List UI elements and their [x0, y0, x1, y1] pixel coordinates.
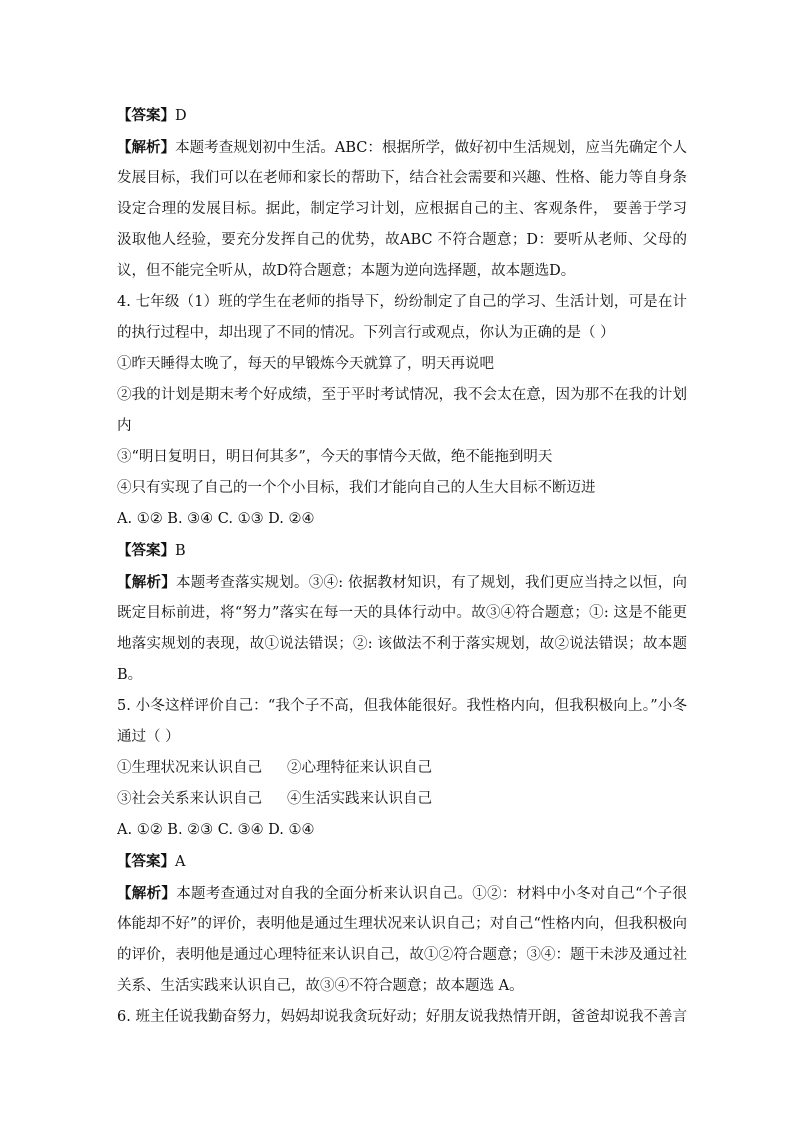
analysis-line [117, 163, 687, 194]
question-line: 5. 小冬这样评价自己：“我个子不高，但我体能很好。我性格内向，但我积极向上。”小冬 [117, 698, 687, 714]
analysis-text: 体能却不好”的评价，表明他是通过生理状况来认识自己；对自己“性格内向，但我积极向 [117, 916, 687, 932]
analysis-text: 本题考查规划初中生活。ABC：根据所学，做好初中生活规划，应当先确定个人 [175, 140, 687, 156]
analysis-line [117, 598, 687, 629]
question-line: 6. 班主任说我勤奋努力，妈妈却说我贪玩好动；好朋友说我热情开朗，爸爸却说我不善言 [117, 1009, 687, 1025]
option-line: ②我的计划是期末考个好成绩，至于平时考试情况，我不会太在意，因为那不在我的计划 [117, 387, 687, 403]
analysis-line [117, 194, 687, 225]
analysis-text: 关系、生活实践来认识自己，故③④不符合题意；故本题选 A。 [117, 978, 524, 994]
answer-value: D [175, 108, 187, 124]
answer-line [117, 535, 687, 567]
option-pair [117, 784, 687, 815]
answer-line [117, 100, 687, 132]
analysis-line [117, 567, 687, 598]
answer-tag: 【答案】 [117, 107, 175, 124]
document-body [117, 100, 687, 1033]
analysis-tag: 【解析】 [117, 139, 176, 156]
option-line: ③“明日复明日，明日何其多”，今天的事情今天做，绝不能拖到明天 [117, 449, 553, 465]
question-line: 4. 七年级（1）班的学生在老师的指导下，纷纷制定了自己的学习、生活计划，可是在计 [117, 294, 687, 310]
analysis-tag: 【解析】 [117, 885, 177, 902]
analysis-text: 汲取他人经验，要充分发挥自己的优势，故ABC 不符合题意；D：要听从老师、父母的 [117, 232, 687, 248]
analysis-text: 地落实规划的表现，故①说法错误；②: 该做法不利于落实规划，故②说法错误；故本题 [117, 636, 687, 652]
option-line: ①昨天睡得太晚了，每天的早锻炼今天就算了，明天再说吧 [117, 356, 494, 372]
analysis-text: 本题考查通过对自我的全面分析来认识自己。①②：材料中小冬对自己“个子很 [176, 886, 687, 902]
analysis-line [117, 660, 687, 691]
analysis-tag: 【解析】 [117, 574, 176, 591]
analysis-text: 的评价，表明他是通过心理特征来认识自己，故①②符合题意；③④：题干未涉及通过社 [117, 947, 687, 963]
analysis-line [117, 878, 687, 909]
analysis-line [117, 132, 687, 163]
answer-tag: 【答案】 [117, 853, 175, 870]
analysis-text: 既定目标前进，将“努力”落实在每一天的具体行动中。故③④符合题意；①: 这是不能更 [117, 605, 687, 621]
analysis-text: 发展目标，我们可以在老师和家长的帮助下，结合社会需要和兴趣、性格、能力等自身条 [117, 170, 687, 186]
question-line: 通过（ ） [117, 729, 180, 745]
option-item: ③社会关系来认识自己 [117, 791, 262, 807]
question-line: 的执行过程中，却出现了不同的情况。下列言行或观点，你认为正确的是（ ） [117, 325, 615, 341]
analysis-text: 议，但不能完全听从，故D符合题意；本题为逆向选择题，故本题选D。 [117, 263, 576, 279]
analysis-line [117, 940, 687, 971]
option-item: ②心理特征来认识自己 [287, 760, 432, 776]
answer-value: A [175, 854, 186, 870]
analysis-text: B。 [117, 667, 143, 683]
analysis-text: 设定合理的发展目标。据此，制定学习计划，应根据自己的主、客观条件， 要善于学习 [117, 201, 687, 217]
option-line: ④只有实现了自己的一个个小目标，我们才能向自己的人生大目标不断迈进 [117, 480, 596, 496]
analysis-line [117, 256, 687, 287]
answer-line [117, 846, 687, 878]
choice-options: A. ①② B. ③④ C. ①③ D. ②④ [117, 511, 315, 527]
option-item: ①生理状况来认识自己 [117, 760, 262, 776]
answer-tag: 【答案】 [117, 542, 175, 559]
analysis-text: 本题考查落实规划。③④: 依据教材知识，有了规划，我们更应当持之以恒，向 [176, 575, 687, 591]
option-pair [117, 753, 687, 784]
answer-value: B [175, 543, 186, 559]
analysis-line [117, 909, 687, 940]
analysis-line [117, 629, 687, 660]
option-item: ④生活实践来认识自己 [287, 791, 432, 807]
analysis-line [117, 225, 687, 256]
option-line: 内 [117, 418, 132, 434]
analysis-line [117, 971, 687, 1002]
choice-options: A. ①② B. ②③ C. ③④ D. ①④ [117, 822, 315, 838]
